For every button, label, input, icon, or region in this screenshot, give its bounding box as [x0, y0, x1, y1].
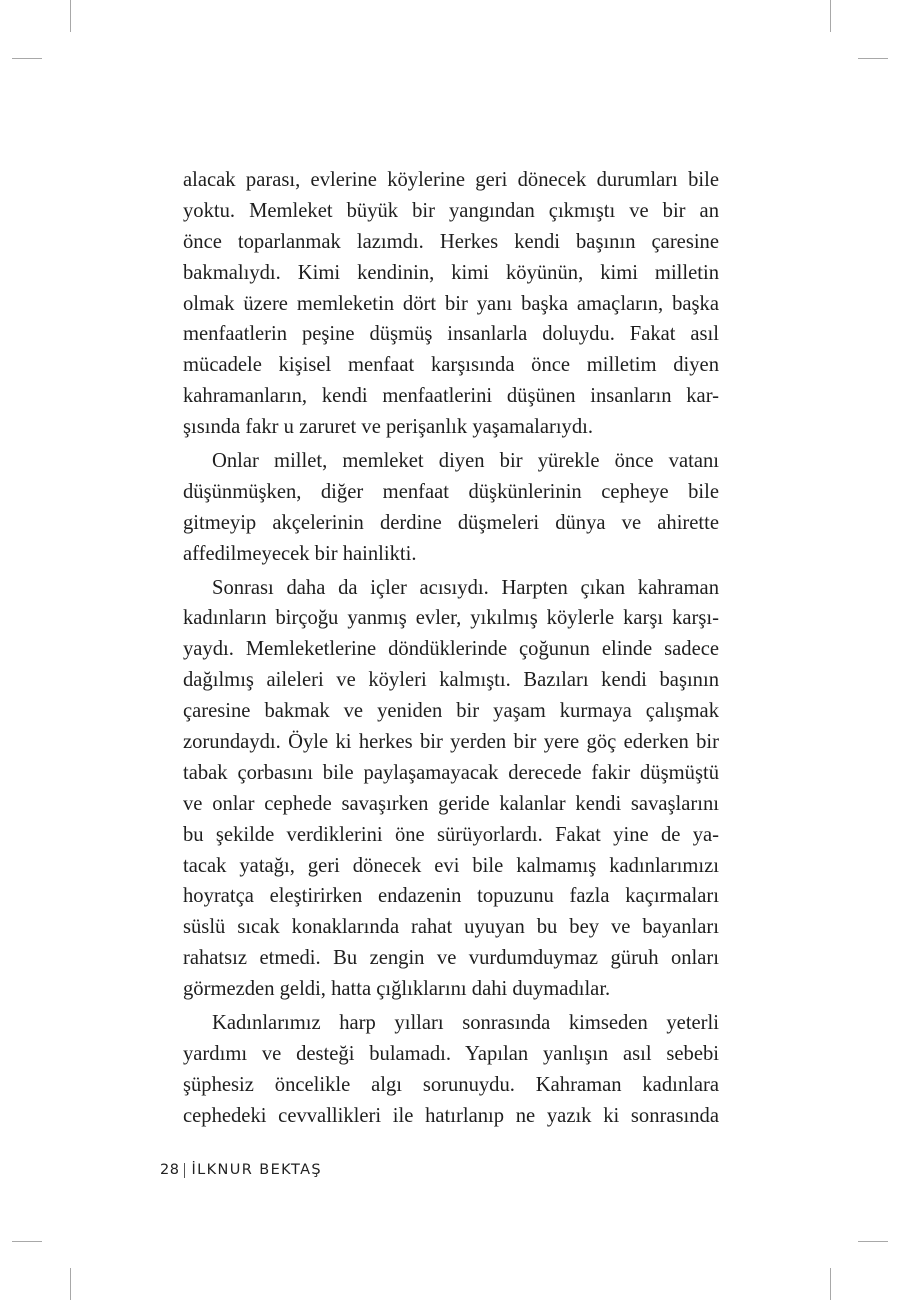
text-line: menfaatlerin peşine düşmüş insanlarla doluydu. Fakat asıl: [183, 323, 719, 346]
text-line: görmezden geldi, hatta çığlıklarını dahi duymadılar.: [183, 978, 611, 1001]
text-line: alacak parası, evlerine köylerine geri dönecek durumları bile: [183, 169, 719, 191]
text-line: bakmalıydı. Kimi kendinin, kimi köyünün, kimi milletin: [183, 261, 719, 284]
text-line: şısında fakr u zaruret ve perişanlık yaşamalarıydı.: [183, 416, 594, 439]
text-line: tacak yatağı, geri dönecek evi bile kalmamış kadınlarımızı: [183, 854, 719, 877]
paragraph: [183, 1008, 719, 1132]
text-line: Onlar millet, memleket diyen bir yürekle önce vatanı: [212, 450, 719, 473]
crop-mark: [830, 1268, 831, 1300]
crop-mark: [12, 58, 42, 59]
text-line: ve onlar cephede savaşırken geride kalanlar kendi savaşlarını: [183, 792, 719, 815]
text-line: yoktu. Memleket büyük bir yangından çıkmıştı ve bir an: [183, 199, 719, 222]
text-line: önce toparlanmak lazımdı. Herkes kendi başının çaresine: [183, 230, 719, 253]
crop-mark: [858, 58, 888, 59]
text-line: kadınların birçoğu yanmış evler, yıkılmış köylerle karşı karşı-: [183, 607, 719, 630]
text-line: dağılmış aileleri ve köyleri kalmıştı. Bazıları kendi başının: [183, 669, 719, 692]
text-line: düşünmüşken, diğer menfaat düşkünlerinin cepheye bile: [183, 480, 719, 503]
text-line: yaydı. Memleketlerine döndüklerinde çoğunun elinde sadece: [183, 638, 719, 661]
paragraph: [183, 573, 719, 1005]
text-line: yardımı ve desteği bulamadı. Yapılan yanlışın asıl sebebi: [183, 1042, 719, 1065]
text-line: cephedeki cevvallikleri ile hatırlanıp ne yazık ki sonrasında: [183, 1104, 719, 1127]
body-text: [183, 165, 719, 1132]
text-line: süslü sıcak konaklarında rahat uyuyan bu bey ve bayanları: [183, 916, 719, 939]
text-line: affedilmeyecek bir hainlikti.: [183, 542, 417, 565]
page-footer: [160, 1162, 322, 1178]
crop-mark: [858, 1241, 888, 1242]
text-line: kahramanların, kendi menfaatlerini düşünen insanların kar-: [183, 385, 719, 408]
crop-mark: [70, 1268, 71, 1300]
text-line: mücadele kişisel menfaat karşısında önce milletim diyen: [183, 354, 719, 377]
text-line: hoyratça eleştirirken endazenin topuzunu fazla kaçırmaları: [183, 885, 719, 908]
page-number: 28: [160, 1162, 180, 1178]
crop-mark: [830, 0, 831, 32]
text-line: Kadınlarımız harp yılları sonrasında kimseden yeterli: [212, 1012, 719, 1035]
text-line: olmak üzere memleketin dört bir yanı başka amaçların, başka: [183, 292, 719, 315]
paragraph: [183, 446, 719, 570]
author-name: İLKNUR BEKTAŞ: [191, 1162, 323, 1178]
text-line: zorundaydı. Öyle ki herkes bir yerden bir yere göç ederken bir: [183, 731, 719, 754]
text-line: tabak çorbasını bile paylaşamayacak derecede fakir düşmüştü: [183, 761, 719, 784]
crop-mark: [70, 0, 71, 32]
text-line: rahatsız etmedi. Bu zengin ve vurdumduymaz güruh onları: [183, 947, 719, 970]
text-line: şüphesiz öncelikle algı sorunuydu. Kahraman kadınlara: [183, 1073, 719, 1096]
footer-separator: [184, 1163, 185, 1178]
paragraph: [183, 165, 719, 443]
text-line: bu şekilde verdiklerini öne sürüyorlardı. Fakat yine de ya-: [183, 823, 719, 846]
crop-mark: [12, 1241, 42, 1242]
text-line: Sonrası daha da içler acısıydı. Harpten çıkan kahraman: [212, 576, 719, 599]
text-line: gitmeyip akçelerinin derdine düşmeleri dünya ve ahirette: [183, 511, 719, 534]
text-line: çaresine bakmak ve yeniden bir yaşam kurmaya çalışmak: [183, 700, 719, 723]
